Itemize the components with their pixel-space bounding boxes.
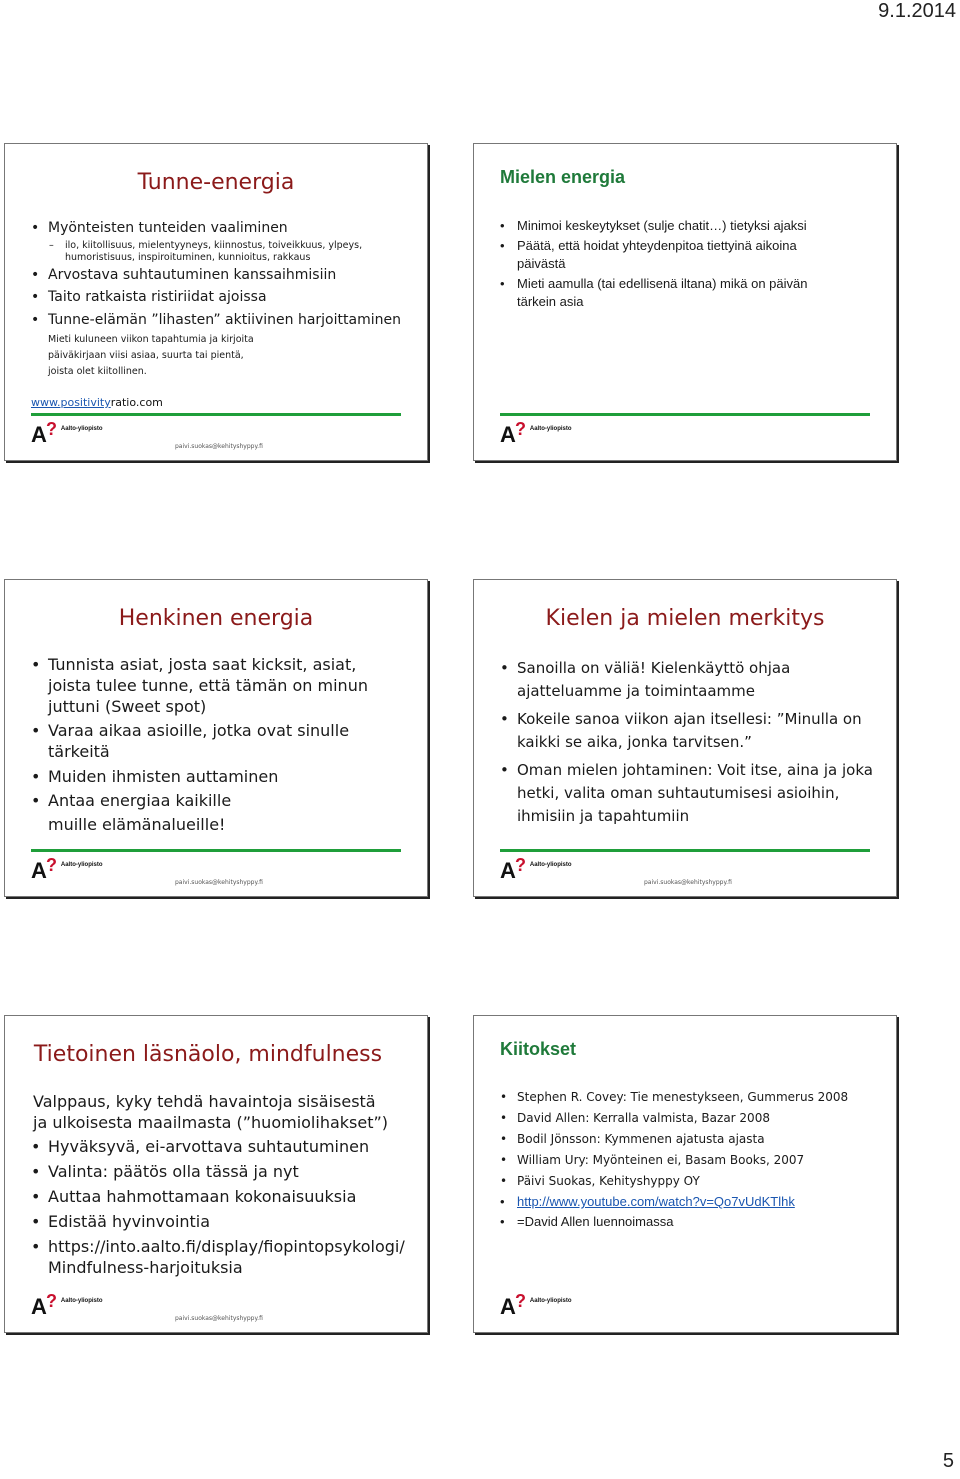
- list-item: • Tunnista asiat, josta saat kicksit, asiat, joista tulee tunne, että tämän on minun juttuni (Sweet spot): [29, 654, 389, 717]
- aalto-logo-mark: A ?: [31, 1291, 57, 1319]
- aalto-logo: [500, 855, 572, 883]
- bullet-list: [29, 654, 389, 837]
- list-item: • Arvostava suhtautuminen kanssaihmisiin: [29, 267, 409, 284]
- list-subitem: – ilo, kiitollisuus, mielentyyneys, kiinnostus, toiveikkuus, ylpeys, humoristisuus, inspiroituminen, kunnioitus, rakkaus: [29, 240, 409, 264]
- list-item: • Antaa energiaa kaikille muille elämänalueille!: [29, 789, 278, 837]
- aalto-logo-word: Aalto-yliopisto: [529, 426, 572, 432]
- page-number: 5: [942, 1450, 954, 1472]
- slide-title: Kiitokset: [500, 1039, 577, 1059]
- footer-email: paivi.suokas@kehityshyppy.fi: [644, 879, 732, 886]
- list-item: • Taito ratkaista ristiriidat ajoissa: [29, 289, 409, 306]
- aalto-logo-word: Aalto-yliopisto: [529, 862, 572, 868]
- slide-title: Henkinen energia: [118, 606, 314, 631]
- list-item: • Muiden ihmisten auttaminen: [29, 766, 389, 787]
- list-item: • Minimoi keskeytykset (sulje chatit…) tietyksi ajaksi: [498, 217, 848, 235]
- slide-kiitokset: [473, 1015, 897, 1333]
- list-item: • Kokeile sanoa viikon ajan itsellesi: ”Minulla on kaikki se aika, jonka tarvitsen.”: [498, 708, 876, 754]
- slide-title: Mielen energia: [500, 167, 626, 187]
- footer-bar: [31, 413, 401, 416]
- footer-bar: [500, 413, 870, 416]
- list-item: • Päätä, että hoidat yhteydenpitoa tiettyinä aikoina päivästä: [498, 237, 848, 273]
- aalto-logo: [31, 855, 103, 883]
- aalto-logo: [500, 1291, 572, 1319]
- list-item: • Varaa aikaa asioille, jotka ovat sinulle tärkeitä: [29, 720, 389, 762]
- footer-bar: [500, 849, 870, 852]
- footer-email: paivi.suokas@kehityshyppy.fi: [175, 443, 263, 450]
- page-date: 9.1.2014: [878, 0, 956, 22]
- list-item: • Päivi Suokas, Kehityshyppy OY: [498, 1173, 878, 1189]
- slide-henkinen-energia: [4, 579, 428, 897]
- youtube-link[interactable]: http://www.youtube.com/watch?v=Qo7vUdKTlhk: [517, 1194, 795, 1209]
- list-item: • Stephen R. Covey: Tie menestykseen, Gummerus 2008: [498, 1089, 878, 1105]
- aalto-logo-mark: A ?: [500, 855, 526, 883]
- aalto-logo: [31, 1291, 103, 1319]
- list-item: • Auttaa hahmottamaan kokonaisuuksia: [29, 1186, 409, 1207]
- footer-bar: [31, 849, 401, 852]
- slide-title: Tietoinen läsnäolo, mindfulness: [33, 1042, 383, 1067]
- bullet-list: [29, 1136, 409, 1278]
- slide-title: Tunne-energia: [137, 170, 295, 195]
- intro-text: Valppaus, kyky tehdä havaintoja sisäisestä ja ulkoisesta maailmasta (”huomiolihakset”): [33, 1092, 389, 1132]
- slide-tunne-energia: [4, 143, 428, 461]
- slide-title: Kielen ja mielen merkitys: [545, 606, 825, 631]
- list-item: • Hyväksyvä, ei-arvottava suhtautuminen: [29, 1136, 409, 1157]
- slide-mielen-energia: [473, 143, 897, 461]
- list-item: • Mieti aamulla (tai edellisenä iltana) mikä on päivän tärkein asia: [498, 275, 848, 311]
- aalto-logo-word: Aalto-yliopisto: [529, 1298, 572, 1304]
- slide-kielen-ja-mielen-merkitys: [473, 579, 897, 897]
- footer-email: paivi.suokas@kehityshyppy.fi: [175, 1315, 263, 1322]
- list-item: • David Allen: Kerralla valmista, Bazar 2008: [498, 1110, 878, 1126]
- bullet-list: [498, 217, 848, 311]
- aalto-logo: [31, 419, 103, 447]
- aalto-logo-mark: A ?: [31, 855, 57, 883]
- list-item: • Myönteisten tunteiden vaaliminen: [29, 220, 409, 237]
- list-item: • Sanoilla on väliä! Kielenkäyttö ohjaa ajatteluamme ja toimintaamme: [498, 657, 876, 703]
- list-item: • =David Allen luennoimassa: [498, 1214, 878, 1230]
- bullet-list: [29, 220, 409, 380]
- slide-tietoinen-lasnaolo: [4, 1015, 428, 1333]
- list-item: • https://into.aalto.fi/display/fiopintopsykologi/ Mindfulness-harjoituksia: [29, 1236, 398, 1278]
- reference-list: [498, 1089, 878, 1230]
- bullet-list: [498, 657, 876, 828]
- source-link[interactable]: www.positivityratio.com: [31, 396, 163, 409]
- aalto-logo-word: Aalto-yliopisto: [60, 1298, 103, 1304]
- list-item: • Oman mielen johtaminen: Voit itse, aina ja joka hetki, valita oman suhtautumisesi asioihin, ihmisiin ja tapahtumiin: [498, 759, 876, 828]
- list-item: • William Ury: Myönteinen ei, Basam Books, 2007: [498, 1152, 878, 1168]
- list-item: [498, 1194, 878, 1210]
- aalto-logo-mark: A ?: [31, 419, 57, 447]
- aalto-logo-mark: A ?: [500, 419, 526, 447]
- aalto-logo: [500, 419, 572, 447]
- list-item: • Tunne-elämän ”lihasten” aktiivinen harjoittaminen: [29, 312, 409, 329]
- aalto-logo-word: Aalto-yliopisto: [60, 862, 103, 868]
- list-item: • Edistää hyvinvointia: [29, 1211, 409, 1232]
- list-item: • Bodil Jönsson: Kymmenen ajatusta ajasta: [498, 1131, 878, 1147]
- footer-email: paivi.suokas@kehityshyppy.fi: [175, 879, 263, 886]
- list-note: Mieti kuluneen viikon tapahtumia ja kirjoita päiväkirjaan viisi asiaa, suurta tai pientä, joista olet kiitollinen.: [48, 334, 254, 377]
- list-item: • Valinta: päätös olla tässä ja nyt: [29, 1161, 409, 1182]
- aalto-logo-mark: A ?: [500, 1291, 526, 1319]
- aalto-logo-word: Aalto-yliopisto: [60, 426, 103, 432]
